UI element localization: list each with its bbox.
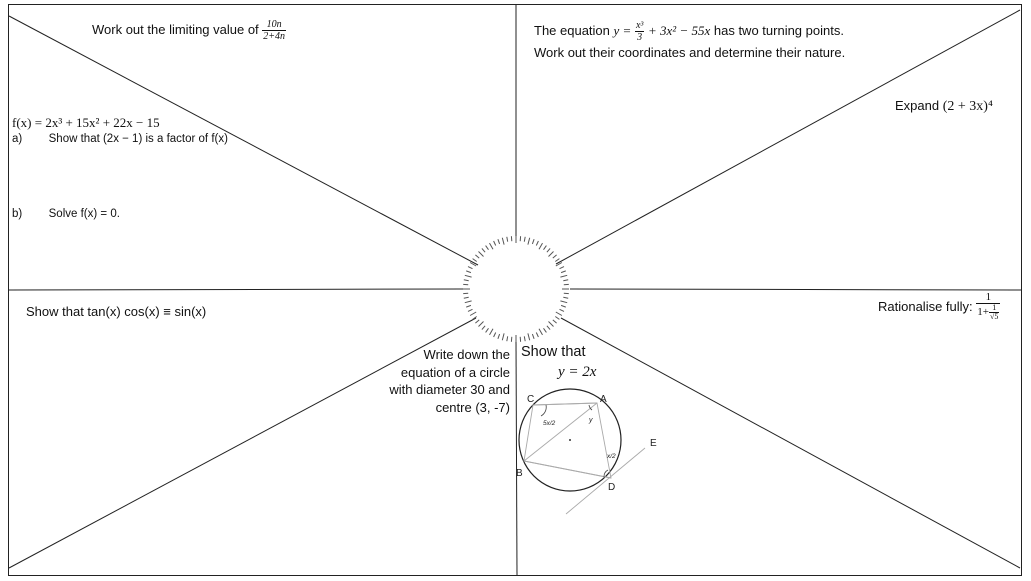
ring-tick bbox=[539, 243, 543, 249]
ring-tick bbox=[561, 305, 566, 307]
ring-tick bbox=[507, 237, 508, 242]
ring-tick bbox=[479, 252, 484, 257]
ring-tick bbox=[549, 322, 554, 327]
q2-lead: The equation bbox=[534, 23, 610, 38]
q6-inner-fraction bbox=[989, 304, 999, 321]
ring-tick bbox=[539, 329, 543, 335]
label-b: B bbox=[516, 468, 523, 479]
ring-tick bbox=[498, 334, 500, 339]
diagram-chord-ab bbox=[524, 403, 597, 461]
q6-rationalise bbox=[878, 292, 1000, 321]
ring-tick bbox=[556, 263, 562, 267]
ring-tick bbox=[468, 309, 473, 311]
q3-expand bbox=[895, 97, 993, 115]
ring-tick bbox=[536, 333, 538, 338]
q2-fraction bbox=[635, 20, 644, 43]
q2-fraction-num: x³ bbox=[635, 20, 644, 32]
ring-tick bbox=[560, 267, 565, 269]
q6-num: 1 bbox=[976, 292, 1000, 304]
ring-tick bbox=[490, 329, 494, 335]
q2-line2: Work out their coordinates and determine their nature. bbox=[534, 45, 846, 60]
ring-tick bbox=[524, 237, 525, 242]
q4-func-text: f(x) = 2x³ + 15x² + 22x − 15 bbox=[12, 115, 160, 130]
q8-equation bbox=[558, 364, 596, 381]
q8-line2: y = 2x bbox=[558, 364, 597, 380]
q4-b-label: b) bbox=[12, 208, 23, 220]
ring-tick bbox=[466, 305, 471, 307]
ring-tick bbox=[553, 320, 557, 323]
divider-horizontal-right bbox=[570, 289, 1022, 290]
ring-tick bbox=[532, 334, 534, 339]
q4-a-text: Show that (2x − 1) is a factor of f(x) bbox=[48, 133, 228, 145]
ring-tick bbox=[553, 255, 557, 258]
diagram-centre-dot bbox=[569, 439, 571, 441]
q2-suffix: has two turning points. bbox=[713, 23, 844, 38]
q2-turning-points bbox=[534, 18, 845, 61]
ring-tick bbox=[560, 301, 567, 303]
q1-prefix: Work out the limiting value of bbox=[92, 21, 259, 37]
divider-horizontal-left bbox=[8, 289, 465, 290]
q4-b-text: Solve f(x) = 0. bbox=[48, 208, 120, 220]
q7-line-4: centre (3, -7) bbox=[435, 399, 510, 415]
ring-tick bbox=[507, 336, 508, 341]
q7-line-3: with diameter 30 and bbox=[389, 382, 510, 397]
ring-tick bbox=[475, 255, 479, 258]
q2-y: y = bbox=[613, 23, 632, 38]
circle-theorem-diagram bbox=[516, 389, 657, 514]
q4-part-b bbox=[12, 206, 120, 223]
ring-tick bbox=[482, 248, 485, 252]
ring-tick bbox=[464, 297, 469, 298]
q6-prefix: Rationalise fully: bbox=[878, 299, 973, 314]
ring-tick bbox=[490, 243, 494, 249]
diagonal-bottom-right bbox=[561, 318, 1020, 568]
ring-tick bbox=[544, 246, 547, 250]
angle-label-d: x/2 bbox=[607, 453, 616, 460]
ring-tick bbox=[524, 336, 525, 341]
q1-fraction bbox=[262, 19, 286, 42]
ring-tick bbox=[563, 280, 568, 281]
ring-tick bbox=[466, 271, 471, 273]
q4-func bbox=[12, 114, 160, 131]
ring-tick bbox=[560, 275, 567, 277]
ring-tick bbox=[555, 317, 559, 320]
label-a: A bbox=[600, 394, 607, 405]
ring-tick bbox=[468, 267, 473, 269]
ring-tick bbox=[486, 328, 489, 332]
ring-tick bbox=[549, 252, 554, 257]
q8-show-that bbox=[521, 344, 586, 361]
q2-rest: + 3x² − 55x bbox=[648, 23, 711, 38]
q2-fraction-den: 3 bbox=[637, 32, 643, 44]
ring-tick bbox=[555, 259, 559, 262]
q5-text: Show that tan(x) cos(x) ≡ sin(x) bbox=[26, 304, 207, 319]
ring-tick bbox=[547, 248, 550, 252]
center-tick-ring bbox=[463, 236, 569, 342]
ring-tick bbox=[498, 239, 500, 244]
ring-tick bbox=[494, 241, 496, 246]
diagram-quadrilateral bbox=[524, 403, 611, 478]
label-e: E bbox=[650, 438, 657, 449]
q6-fraction bbox=[976, 292, 1000, 321]
angle-arc-c bbox=[541, 405, 546, 416]
q7-circle-equation bbox=[360, 346, 510, 416]
angle-label-c: 5x/2 bbox=[543, 420, 556, 427]
ring-tick bbox=[502, 238, 504, 245]
q7-line-2: equation of a circle bbox=[400, 364, 510, 380]
ring-tick bbox=[556, 312, 562, 316]
ring-tick bbox=[494, 333, 496, 338]
diagram-chord-ca bbox=[533, 403, 597, 405]
q6-inner-num: 1 bbox=[989, 304, 999, 313]
q1-fraction-den: 2+4n bbox=[263, 31, 286, 42]
ring-tick bbox=[528, 238, 530, 245]
q3-expr: (2 + 3x)⁴ bbox=[942, 99, 993, 114]
q7-line-1: Write down the bbox=[423, 347, 510, 362]
ring-tick bbox=[465, 301, 472, 303]
ring-tick bbox=[482, 326, 485, 330]
ring-tick bbox=[465, 275, 472, 277]
ring-tick bbox=[532, 239, 534, 244]
diagram-chord-bd bbox=[524, 461, 611, 478]
label-d: D bbox=[608, 482, 616, 493]
diagram-tangent-line bbox=[566, 448, 645, 514]
label-c: C bbox=[527, 394, 535, 405]
q6-inner-den: √5 bbox=[990, 312, 999, 321]
q8-line1: Show that bbox=[521, 344, 586, 360]
ring-tick bbox=[473, 259, 477, 262]
ring-tick bbox=[544, 328, 547, 332]
ring-tick bbox=[464, 280, 469, 281]
q5-trig-identity bbox=[26, 303, 206, 320]
ring-tick bbox=[479, 322, 484, 327]
ring-tick bbox=[528, 333, 530, 340]
ring-tick bbox=[547, 326, 550, 330]
q4-part-a bbox=[12, 131, 228, 148]
q6-den-a: 1+ bbox=[977, 306, 989, 319]
divider-bottom-vertical bbox=[516, 340, 517, 576]
ring-tick bbox=[561, 271, 566, 273]
ring-tick bbox=[536, 241, 538, 246]
ring-tick bbox=[502, 333, 504, 340]
angle-label-a: y bbox=[589, 417, 593, 424]
q4-a-label: a) bbox=[12, 133, 23, 145]
ring-tick bbox=[563, 297, 568, 298]
q1-fraction-num: 10n bbox=[262, 19, 286, 31]
ring-tick bbox=[486, 246, 489, 250]
q3-text: Expand bbox=[895, 98, 940, 113]
q6-den bbox=[976, 304, 1000, 321]
q1-limit bbox=[92, 19, 286, 42]
ring-tick bbox=[560, 309, 565, 311]
ring-tick bbox=[470, 312, 476, 316]
ring-tick bbox=[475, 320, 479, 323]
